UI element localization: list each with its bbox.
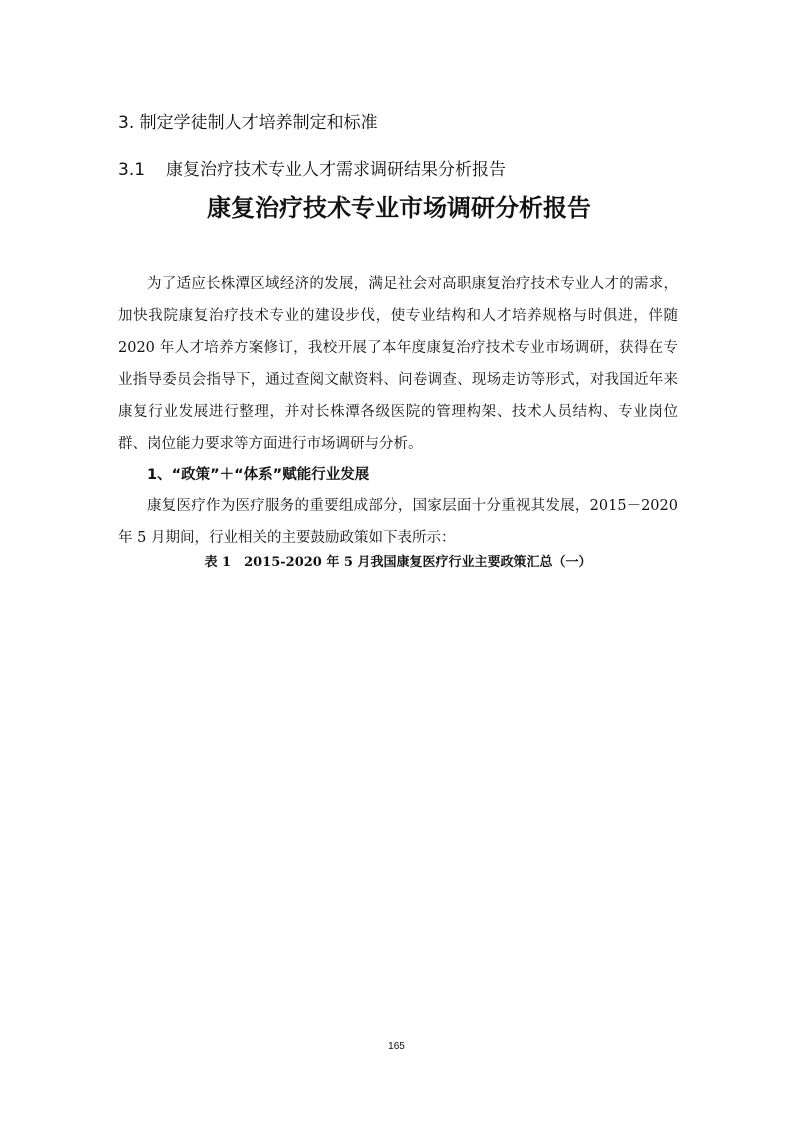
policy-paragraph: 康复医疗作为医疗服务的重要组成部分，国家层面十分重视其发展，2015－2020 年 5 月期间，行业相关的主要鼓励政策如下表所示：	[118, 498, 678, 546]
section-heading: 3. 制定学徒制人才培养制定和标准	[118, 113, 378, 133]
subsection-title: 康复治疗技术专业人才需求调研结果分析报告	[166, 160, 506, 180]
subsection-heading	[118, 157, 506, 183]
policy-subheading: 1、“政策”＋“体系”赋能行业发展	[147, 467, 370, 483]
table-caption: 表 1 2015-2020 年 5 月我国康复医疗行业主要政策汇总（一）	[204, 555, 592, 570]
page-number: 165	[388, 1041, 405, 1052]
report-title: 康复治疗技术专业市场调研分析报告	[207, 194, 591, 222]
subsection-number: 3.1	[118, 160, 146, 180]
intro-paragraph: 为了适应长株潭区域经济的发展，满足社会对高职康复治疗技术专业人才的需求，加快我院康复治疗技术专业的建设步伐，使专业结构和人才培养规格与时俱进，伴随 2020 年人才培养方案修订，我校开展了本年度康复治疗技术专业市场调研，获得在专业指导委员会指导下，通过查阅文献资料、问卷调查、现场走访等形式，对我国近年来康复行业发展进行整理，并对长株潭各级医院的管理构架、技术人员结构、专业岗位群、岗位能力要求等方面进行市场调研与分析。	[118, 276, 678, 452]
